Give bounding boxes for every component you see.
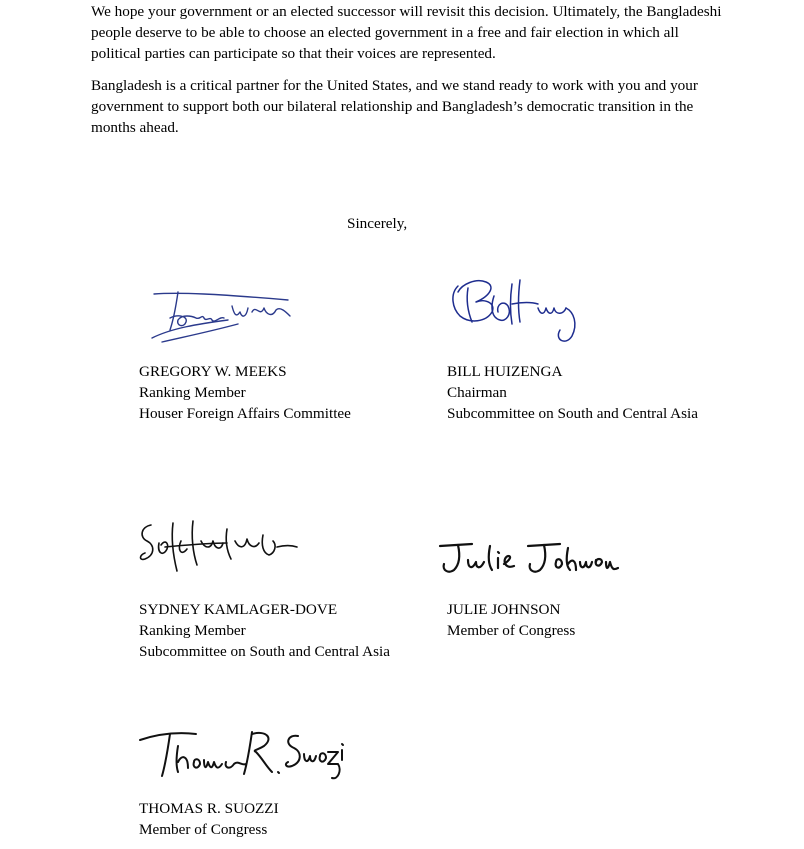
body-paragraph-1: We hope your government or an elected successor will revisit this decision. Ultimately, the Bangladeshi people deserve to be able to choose an elected government in a free and fair election in which all political parties can participate so that their voices are represented.	[91, 3, 722, 62]
signatory-title: Ranking Member	[139, 622, 246, 639]
signature-kamlager-dove	[137, 519, 302, 575]
signatory-name: BILL HUIZENGA	[447, 363, 563, 380]
closing-salutation: Sincerely,	[347, 215, 408, 232]
signatory-name: GREGORY W. MEEKS	[139, 363, 287, 380]
signatory-block-johnson	[447, 599, 575, 641]
signatory-block-meeks	[139, 361, 351, 424]
signatory-title: Member of Congress	[447, 622, 576, 639]
signatory-org: Subcommittee on South and Central Asia	[447, 405, 698, 422]
signatory-name: JULIE JOHNSON	[447, 601, 561, 618]
signatory-org: Subcommittee on South and Central Asia	[139, 643, 390, 660]
signatory-title: Ranking Member	[139, 384, 246, 401]
signatory-block-suozzi	[139, 798, 279, 840]
signatory-title: Chairman	[447, 384, 507, 401]
body-paragraph-2: Bangladesh is a critical partner for the United States, and we stand ready to work with you and your government to support both our bilateral relationship and Bangladesh’s democratic transition in the months ahead.	[91, 77, 698, 136]
signatory-block-kamlager-dove	[139, 599, 390, 662]
signature-johnson	[438, 540, 620, 576]
signature-huizenga	[446, 278, 586, 350]
signatory-name: SYDNEY KAMLAGER-DOVE	[139, 601, 338, 618]
signatory-block-huizenga	[447, 361, 698, 424]
signatory-name: THOMAS R. SUOZZI	[139, 800, 279, 817]
signatory-title: Member of Congress	[139, 821, 268, 838]
signature-suozzi	[138, 726, 346, 782]
signatory-org: Houser Foreign Affairs Committee	[139, 405, 351, 422]
signature-meeks	[148, 288, 298, 346]
